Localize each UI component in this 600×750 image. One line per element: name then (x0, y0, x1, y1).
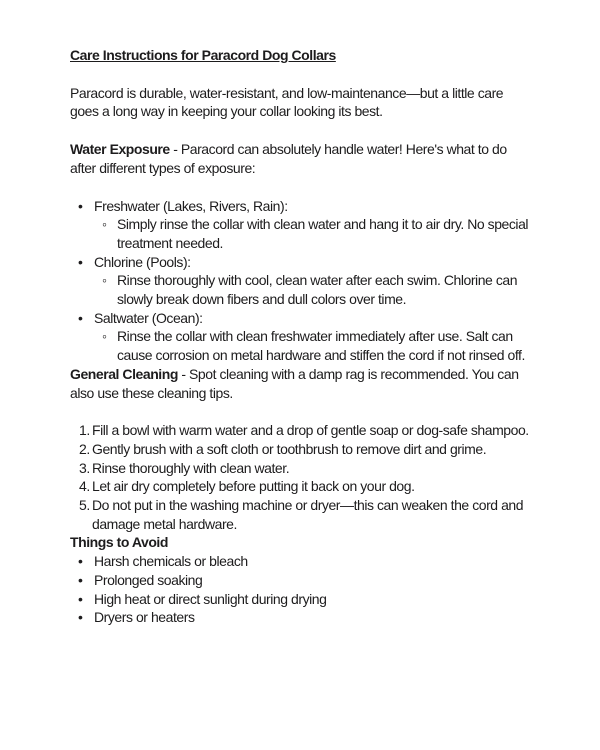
general-cleaning-heading: General Cleaning (70, 365, 178, 382)
list-item-saltwater (70, 309, 534, 365)
freshwater-sublist (94, 215, 534, 252)
water-exposure-heading: Water Exposure (70, 141, 170, 158)
chlorine-sublist (94, 271, 534, 308)
cleaning-steps-list (70, 421, 534, 533)
document-title (70, 46, 534, 65)
list-item-label: Freshwater (Lakes, Rivers, Rain): (94, 197, 288, 214)
things-to-avoid-heading-text: Things to Avoid (70, 534, 168, 551)
general-cleaning-paragraph (70, 365, 534, 402)
cleaning-step: Do not put in the washing machine or dryer—this can weaken the cord and damage metal hardware. (92, 497, 524, 532)
list-item-label: Chlorine (Pools): (94, 253, 191, 270)
saltwater-sublist (94, 327, 534, 364)
general-cleaning-lead: - Spot cleaning with a damp rag is recommended. You can also use these cleaning tips. (70, 365, 519, 401)
water-exposure-lead: - Paracord can absolutely handle water! Here's what to do after different types of exposure: (70, 141, 507, 176)
things-to-avoid-list (70, 552, 534, 627)
list-subitem: ◦ Simply rinse the collar with clean water and hang it to air dry. No special treatment needed. (94, 215, 534, 252)
avoid-item: • Dryers or heaters (70, 608, 534, 627)
document-title-text: Care Instructions for Paracord Dog Collars (70, 47, 336, 63)
list-item-chlorine (70, 253, 534, 309)
list-subitem: ◦ Rinse the collar with clean freshwater immediately after use. Salt can cause corrosion on metal hardware and stiffen the cord if not rinsed off. (94, 327, 534, 364)
cleaning-step: Let air dry completely before putting it back on your dog. (92, 478, 415, 495)
list-item-label: Saltwater (Ocean): (94, 309, 203, 326)
avoid-item: • Prolonged soaking (70, 571, 534, 590)
intro-paragraph: Paracord is durable, water-resistant, and low-maintenance—but a little care goes a long way in keeping your collar looking its best. (70, 84, 504, 120)
avoid-item: • High heat or direct sunlight during drying (70, 590, 534, 609)
water-exposure-paragraph (70, 140, 534, 177)
list-item-freshwater (70, 197, 534, 253)
cleaning-step: Gently brush with a soft cloth or toothbrush to remove dirt and grime. (92, 440, 487, 457)
list-subitem: ◦ Rinse thoroughly with cool, clean water after each swim. Chlorine can slowly break down fibers and dull colors over time. (94, 271, 534, 308)
cleaning-step: Fill a bowl with warm water and a drop of gentle soap or dog-safe shampoo. (92, 422, 529, 439)
avoid-item: • Harsh chemicals or bleach (70, 552, 534, 571)
things-to-avoid-heading (70, 533, 534, 552)
water-exposure-list (70, 197, 534, 365)
cleaning-step: Rinse thoroughly with clean water. (92, 459, 290, 476)
